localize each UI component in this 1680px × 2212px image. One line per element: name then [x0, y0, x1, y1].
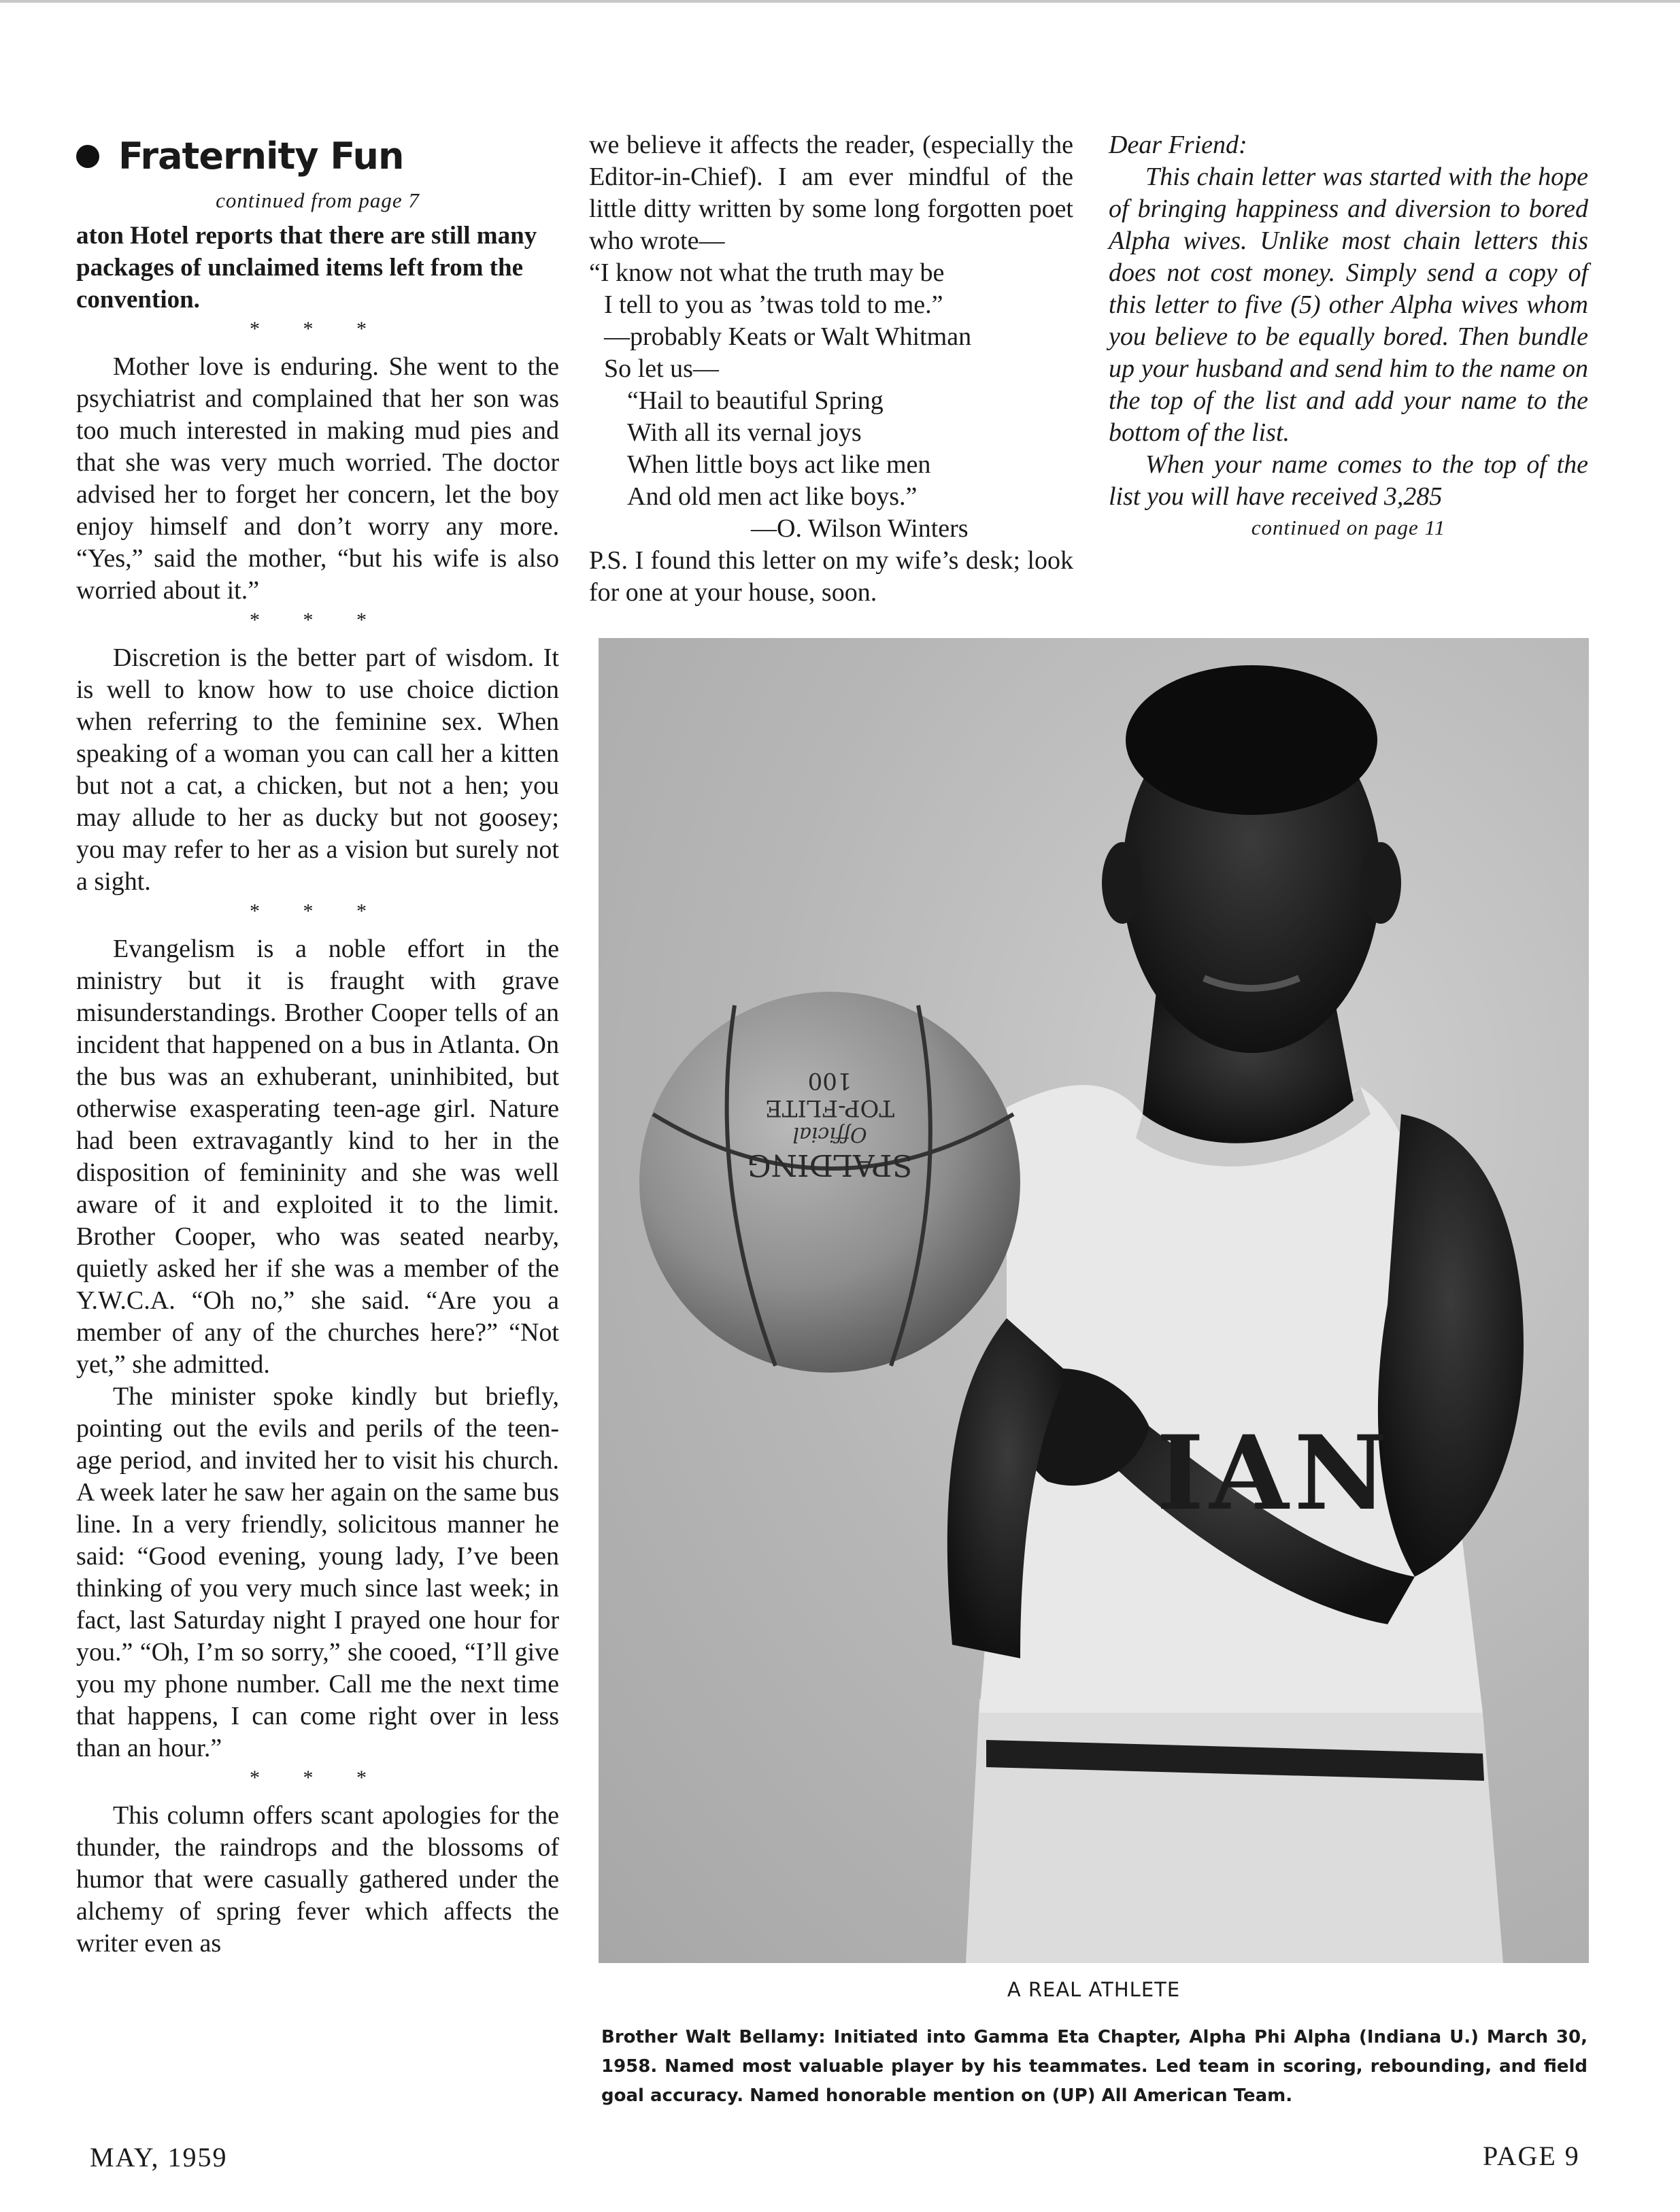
ball-model: TOP-FLITE [765, 1094, 895, 1122]
postscript: P.S. I found this letter on my wife’s desk; look for one at your house, soon. [589, 546, 1073, 607]
ball-number: 100 [807, 1067, 852, 1094]
let-us: So let us— [604, 354, 719, 383]
caption-text: Brother Walt Bellamy: Initiated into Gamma Eta Chapter, Alpha Phi Alpha (Indiana U.) March 30, 1958. Named most valuable player by his teammates. Led team in scoring, rebounding, and field goal accuracy. Named honorable mention on (UP) All American Team. [601, 2027, 1587, 2106]
poem-line: When little boys act like men [627, 450, 931, 479]
paragraph: This chain letter was started with the hope of bringing happiness and diversion to bored Alpha wives. Unlike most chain letters this does not cost money. Simply send a copy of this letter to five (5) other Alpha wives whom you believe to be equally bored. Then bundle up your husband and send him to the name on the top of the list and add your name to the bottom of the list. [1109, 163, 1588, 447]
paragraph: we believe it affects the reader, (especially the Editor-in-Chief). I am ever mindful of the little ditty written by some long forgotten poet who wrote— [589, 131, 1073, 255]
ball-brand: SPALDING [747, 1147, 913, 1182]
paragraph: Mother love is enduring. She went to the psychiatrist and complained that her son was too much interested in making mud pies and that she was very much worried. The doctor advised her to forget her concern, let the boy enjoy himself and don’t worry any more. “Yes,” said the mother, “but his wife is also worried about it.” [76, 352, 559, 605]
continued-on: continued on page 11 [1251, 516, 1446, 539]
signature: —O. Wilson Winters [751, 514, 969, 543]
top-rule [0, 0, 1680, 3]
separator: * * * [250, 609, 386, 631]
separator: * * * [250, 318, 386, 340]
separator: * * * [250, 1766, 386, 1789]
caption-title: A REAL ATHLETE [1007, 1978, 1181, 2001]
bullet-icon [76, 145, 99, 168]
page-number: PAGE 9 [1483, 2141, 1580, 2171]
footer-date: MAY, 1959 [90, 2142, 228, 2173]
poem-line: “Hail to beautiful Spring [627, 386, 884, 415]
column-left [76, 129, 559, 1960]
continued-from: continued from page 7 [216, 188, 420, 212]
separator: * * * [250, 900, 386, 922]
column-right [1109, 129, 1588, 547]
heading-text: Fraternity Fun [118, 135, 404, 178]
paragraph: This column offers scant apologies for the thunder, the raindrops and the blossoms of humor that were casually gathered under the alchemy of spring fever which affects the writer even as [76, 1801, 559, 1958]
paragraph: Discretion is the better part of wisdom. It is well to know how to use choice diction when referring to the feminine sex. When speaking of a woman you can call her a kitten but not a cat, a chicken, but not a hen; you may allude to her as ducky but not goosey; you may refer to her as a vision but surely not a sight. [76, 643, 559, 896]
paragraph: When your name comes to the top of the list you will have received 3,285 [1109, 450, 1588, 511]
poem-line: And old men act like boys.” [627, 482, 918, 511]
lead-paragraph: aton Hotel reports that there are still many packages of unclaimed items left from the convention. [76, 222, 537, 314]
column-middle [589, 129, 1073, 609]
quote-line: I tell to you as ’twas told to me.” [604, 290, 943, 319]
salutation: Dear Friend: [1109, 131, 1247, 159]
paragraph: Evangelism is a noble effort in the ministry but it is fraught with grave misunderstandings. Brother Cooper tells of an incident that happened on a bus in Atlanta. On the bus was an exhuberant, uninhibited, but otherwise exasperating teen-age girl. Nature had been extravagantly kind to her in the disposition of femininity and she was well aware of it and exploited it to the limit. Brother Cooper, who was seated nearby, quietly asked her if she was a member of the Y.W.C.A. “Oh no,” she said. “Are you a member of any of the churches here?” “Not yet,” she admitted. [76, 935, 559, 1379]
ball-official: Official [792, 1122, 867, 1146]
poem-line: With all its vernal joys [627, 418, 862, 447]
athlete-photo [599, 638, 1589, 1963]
paragraph: The minister spoke kindly but briefly, pointing out the evils and perils of the teen-age period, and invited her to visit his church. A week later he saw her again on the same bus line. In a very friendly, solicitous manner he said: “Good evening, young lady, I’ve been thinking of you very much since last week; in fact, last Saturday night I prayed one hour for you.” “Oh, I’m so sorry,” she cooed, “I’ll give you my phone number. Call me the next time that happens, I can come right over in less than an hour.” [76, 1382, 559, 1762]
quote-line: “I know not what the truth may be [589, 258, 945, 287]
attribution: —probably Keats or Walt Whitman [604, 322, 972, 351]
section-heading [76, 135, 559, 178]
photo-illustration [599, 638, 1589, 1963]
jersey-lettering: IAN [1156, 1413, 1393, 1533]
